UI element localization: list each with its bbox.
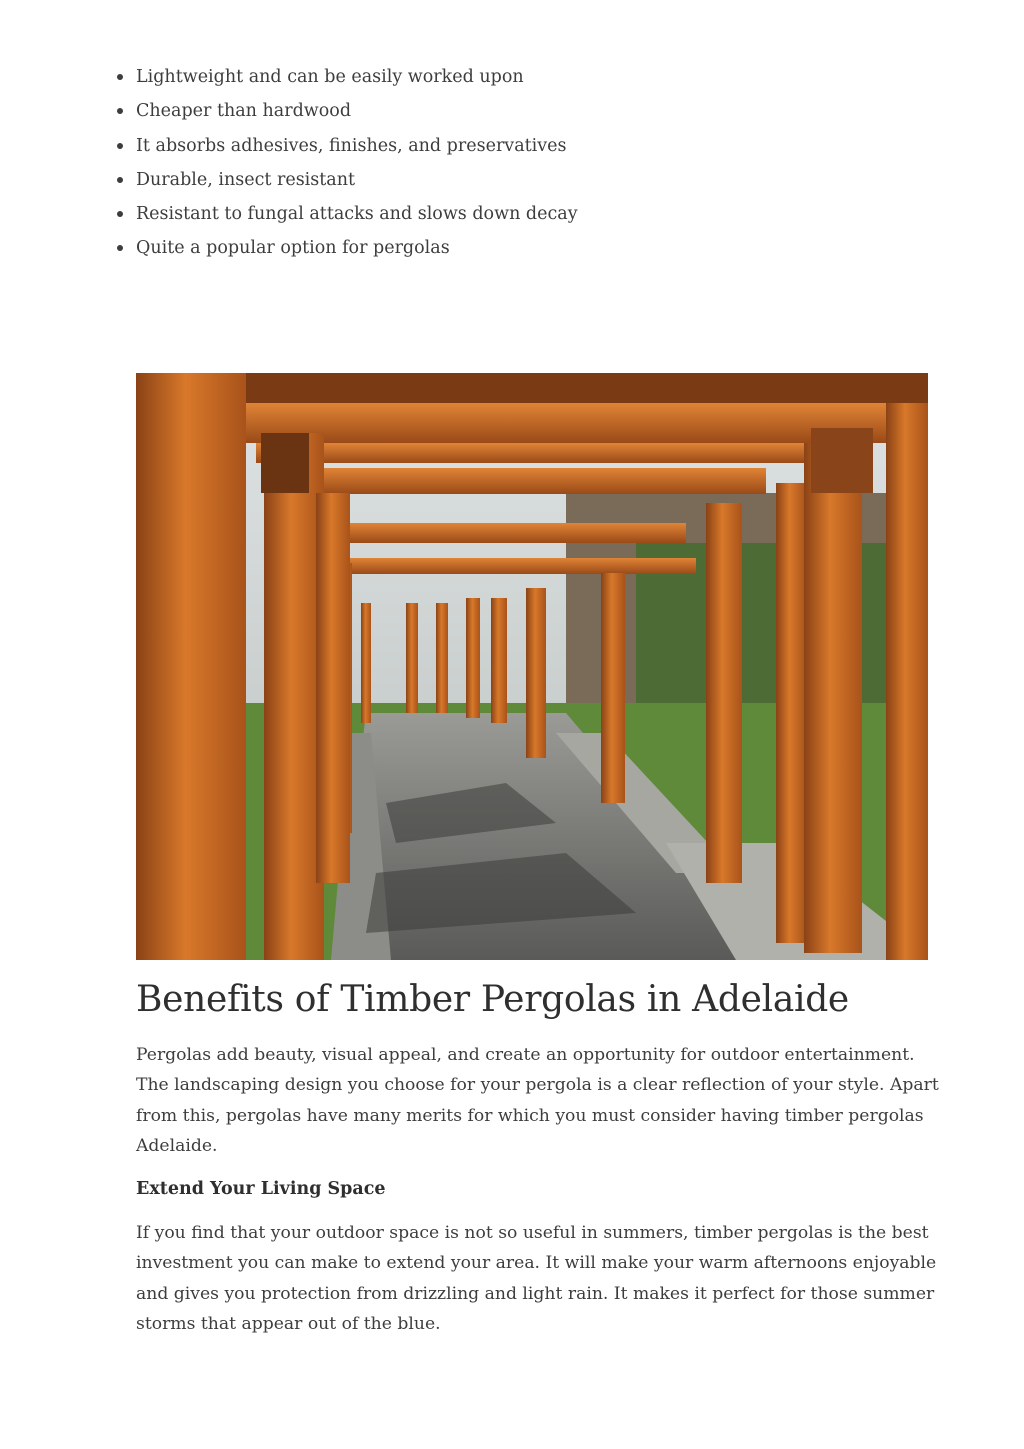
bullet-text: Durable, insect resistant: [136, 169, 356, 190]
bullet-item: [115, 129, 578, 163]
bullet-text: Resistant to fungal attacks and slows down decay: [136, 204, 578, 225]
bullet-item: [115, 197, 578, 231]
bullet-dot-icon: [117, 245, 123, 251]
intro-line: Adelaide.: [136, 1135, 218, 1156]
section-heading: Benefits of Timber Pergolas in Adelaide: [136, 979, 849, 1020]
bullet-text: It absorbs adhesives, finishes, and preservatives: [136, 135, 567, 156]
bullet-dot-icon: [117, 108, 123, 114]
bullet-text: Quite a popular option for pergolas: [136, 238, 450, 259]
body-line: and gives you protection from drizzling and light rain. It makes it perfect for those summer: [136, 1283, 935, 1304]
intro-line: Pergolas add beauty, visual appeal, and create an opportunity for outdoor entertainment.: [136, 1045, 915, 1065]
body-line: storms that appear out of the blue.: [136, 1313, 441, 1334]
body-paragraph: [136, 1218, 936, 1339]
intro-line: The landscaping design you choose for your pergola is a clear reflection of your style. Apart: [136, 1075, 939, 1096]
bullet-item: [115, 163, 578, 197]
bullet-dot-icon: [117, 177, 123, 183]
body-line: investment you can make to extend your area. It will make your warm afternoons enjoyable: [136, 1253, 937, 1274]
benefits-bullet-list: [115, 60, 578, 266]
bullet-item: [115, 231, 578, 265]
body-line: If you find that your outdoor space is not so useful in summers, timber pergolas is the best: [136, 1223, 929, 1243]
bullet-text: Cheaper than hardwood: [136, 101, 352, 122]
bullet-dot-icon: [117, 74, 123, 80]
bullet-dot-icon: [117, 143, 123, 149]
bullet-item: [115, 94, 578, 128]
bullet-item: [115, 60, 578, 94]
bullet-dot-icon: [117, 211, 123, 217]
intro-paragraph: [136, 1040, 939, 1161]
subheading: Extend Your Living Space: [136, 1179, 386, 1199]
pergola-photo: [136, 373, 928, 960]
bullet-text: Lightweight and can be easily worked upon: [136, 67, 524, 87]
pergola-illustration: [136, 373, 928, 960]
intro-line: from this, pergolas have many merits for which you must consider having timber pergolas: [136, 1105, 924, 1126]
